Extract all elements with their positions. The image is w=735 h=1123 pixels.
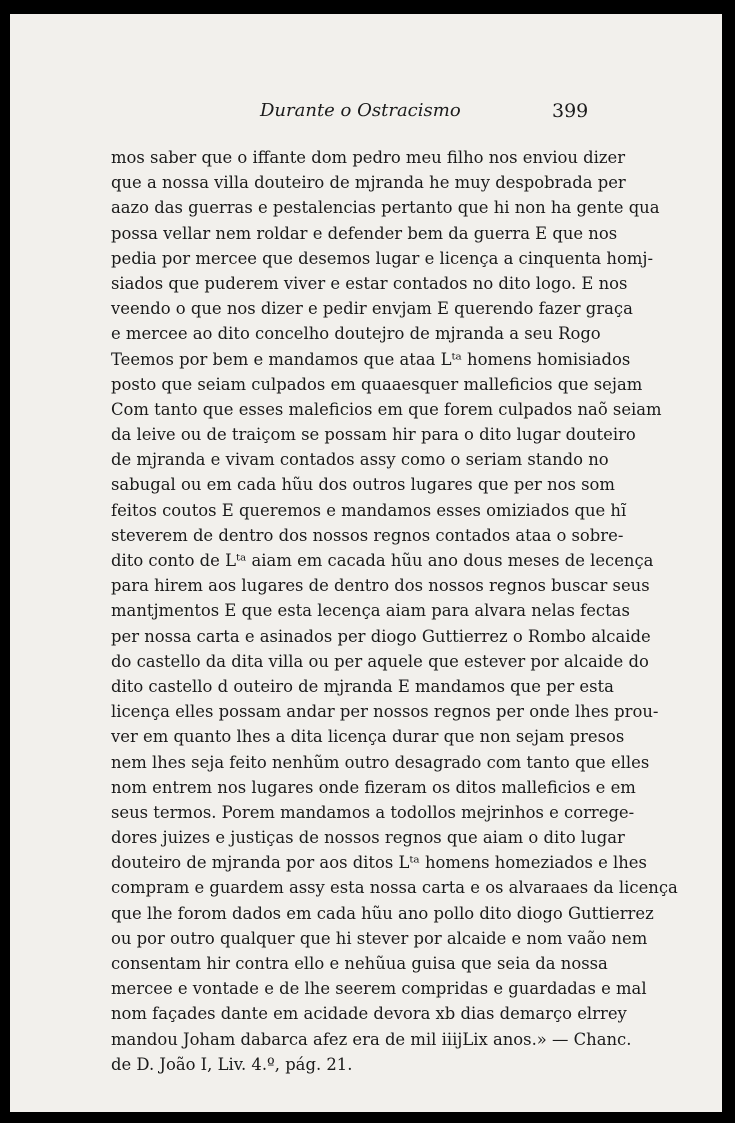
text-line: aazo das guerras e pestalencias pertanto que hi non ha gente qua (111, 198, 660, 218)
book-page (10, 14, 722, 1112)
text-line: ou por outro qualquer que hi stever por alcaide e nom vaão nem (111, 928, 648, 948)
text-line: que lhe forom dados em cada hũu ano pollo dito diogo Guttierrez (111, 903, 654, 923)
text-line: mos saber que o iffante dom pedro meu filho nos enviou dizer (111, 148, 626, 167)
text-line: douteiro de mjranda por aos ditos Lᵗᵃ homens homeziados e lhes (111, 853, 647, 873)
text-line: compram e guardem assy esta nossa carta e os alvaraaes da licença (111, 878, 678, 898)
text-line: nem lhes seja feito nenhũm outro desagrado com tanto que elles (111, 752, 650, 772)
running-head (10, 100, 722, 130)
text-line: posto que seiam culpados em quaaesquer malleficios que sejam (111, 374, 643, 394)
text-line: possa vellar nem roldar e defender bem da guerra E que nos (111, 223, 618, 243)
text-line: siados que puderem viver e estar contados no dito logo. E nos (111, 273, 628, 293)
text-line: mandou Joham dabarca afez era de mil iiijLix anos.» — Chanc. (111, 1029, 632, 1049)
text-line: dito castello d outeiro de mjranda E mandamos que per esta (111, 676, 614, 696)
text-line: para hirem aos lugares de dentro dos nossos regnos buscar seus (111, 576, 650, 596)
text-line: ver em quanto lhes a dita licença durar que non sejam presos (111, 727, 625, 747)
text-line: dores juizes e justiças de nossos regnos que aiam o dito lugar (111, 828, 625, 848)
text-line: de mjranda e vivam contados assy como o seriam stando no (111, 450, 609, 470)
text-line: per nossa carta e asinados per diogo Guttierrez o Rombo alcaide (111, 626, 651, 646)
text-line: veendo o que nos dizer e pedir envjam E querendo fazer graça (111, 299, 633, 319)
text-line: sabugal ou em cada hũu dos outros lugares que per nos som (111, 475, 615, 495)
text-line: Teemos por bem e mandamos que ataa Lᵗᵃ homens homisiados (111, 349, 631, 369)
text-line: nom façades dante em acidade devora xb dias demarço elrrey (111, 1004, 627, 1024)
text-line: da leive ou de traiçom se possam hir para o dito lugar douteiro (111, 425, 636, 445)
text-line: nom entrem nos lugares onde fizeram os ditos malleficios e em (111, 777, 636, 797)
running-title: Durante o Ostracismo (260, 100, 461, 121)
body-text (111, 145, 678, 1077)
text-line: dito conto de Lᵗᵃ aiam em cacada hũu ano dous meses de lecença (111, 551, 654, 570)
text-line: do castello da dita villa ou per aquele que estever por alcaide do (111, 651, 649, 671)
text-line: consentam hir contra ello e nehũua guisa que seia da nossa (111, 954, 608, 973)
page-number: 399 (552, 100, 589, 122)
text-line: e mercee ao dito concelho doutejro de mjranda a seu Rogo (111, 324, 601, 344)
text-line-last: de D. João I, Liv. 4.º, pág. 21. (111, 1054, 353, 1074)
text-line: pedia por mercee que desemos lugar e licença a cinquenta homj- (111, 248, 653, 268)
text-line: mercee e vontade e de lhe seerem compridas e guardadas e mal (111, 979, 647, 999)
text-line: seus termos. Porem mandamos a todollos mejrinhos e correge- (111, 802, 635, 822)
text-line: Com tanto que esses maleficios em que forem culpados naõ seiam (111, 399, 662, 419)
text-line: steverem de dentro dos nossos regnos contados ataa o sobre- (111, 525, 624, 545)
text-line: licença elles possam andar per nossos regnos per onde lhes prou- (111, 702, 659, 722)
text-line: que a nossa villa douteiro de mjranda he muy despobrada per (111, 173, 626, 193)
text-line: feitos coutos E queremos e mandamos esses omiziados que hĩ (111, 500, 627, 520)
text-line: mantjmentos E que esta lecença aiam para alvara nelas fectas (111, 601, 630, 621)
